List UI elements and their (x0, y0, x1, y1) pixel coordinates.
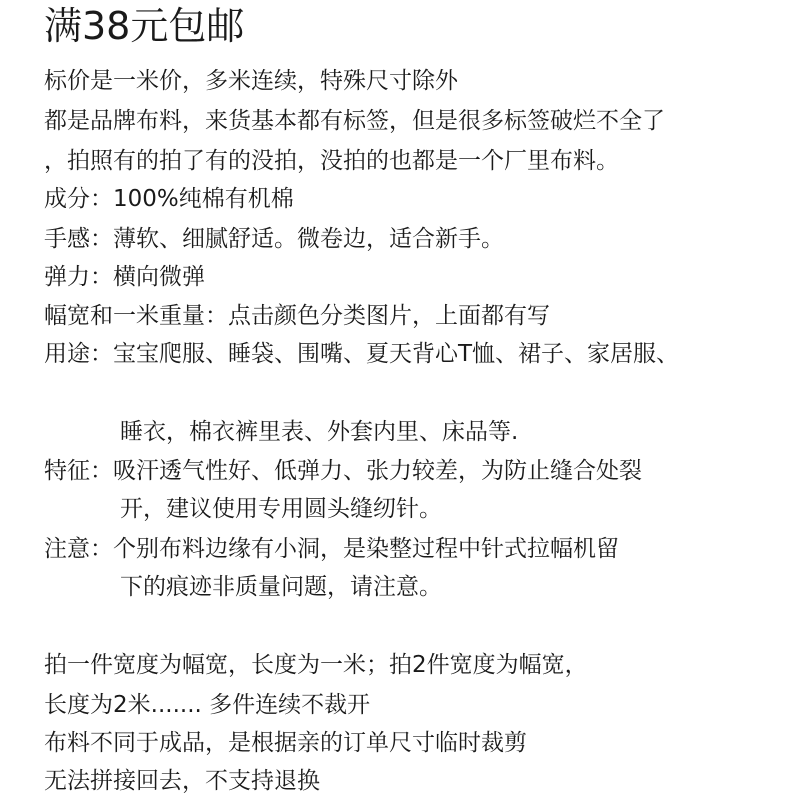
footer-line-quantity: 拍一件宽度为幅宽，长度为一米；拍2件宽度为幅宽， (44, 652, 588, 678)
footer-line-no-return: 无法拼接回去，不支持退换 (44, 768, 320, 794)
intro-line-price: 标价是一米价，多米连续，特殊尺寸除外 (44, 68, 458, 94)
spec-width-weight: 幅宽和一米重量：点击颜色分类图片，上面都有写 (44, 303, 550, 329)
spec-features-continued: 开，建议使用专用圆头缝纫针。 (120, 496, 442, 522)
spec-composition: 成分：100%纯棉有机棉 (44, 186, 294, 212)
spec-notice-continued: 下的痕迹非质量问题，请注意。 (120, 574, 442, 600)
spec-usage-continued: 睡衣，棉衣裤里表、外套内里、床品等. (120, 419, 519, 445)
spec-notice: 注意：个别布料边缘有小洞，是染整过程中针式拉幅机留 (44, 536, 619, 562)
spec-feel: 手感：薄软、细腻舒适。微卷边，适合新手。 (44, 226, 504, 252)
spec-features: 特征：吸汗透气性好、低弹力、张力较差，为防止缝合处裂 (44, 458, 642, 484)
intro-line-photo: ，拍照有的拍了有的没拍，没拍的也都是一个厂里布料。 (44, 148, 619, 174)
spec-usage: 用途：宝宝爬服、睡袋、围嘴、夏天背心T恤、裙子、家居服、 (44, 341, 680, 367)
intro-line-brand: 都是品牌布料，来货基本都有标签，但是很多标签破烂不全了 (44, 108, 665, 134)
footer-line-cut: 布料不同于成品，是根据亲的订单尺寸临时裁剪 (44, 730, 527, 756)
page-title: 满38元包邮 (44, 4, 245, 48)
footer-line-length: 长度为2米....... 多件连续不裁开 (44, 692, 371, 718)
spec-elasticity: 弹力：横向微弹 (44, 264, 205, 290)
